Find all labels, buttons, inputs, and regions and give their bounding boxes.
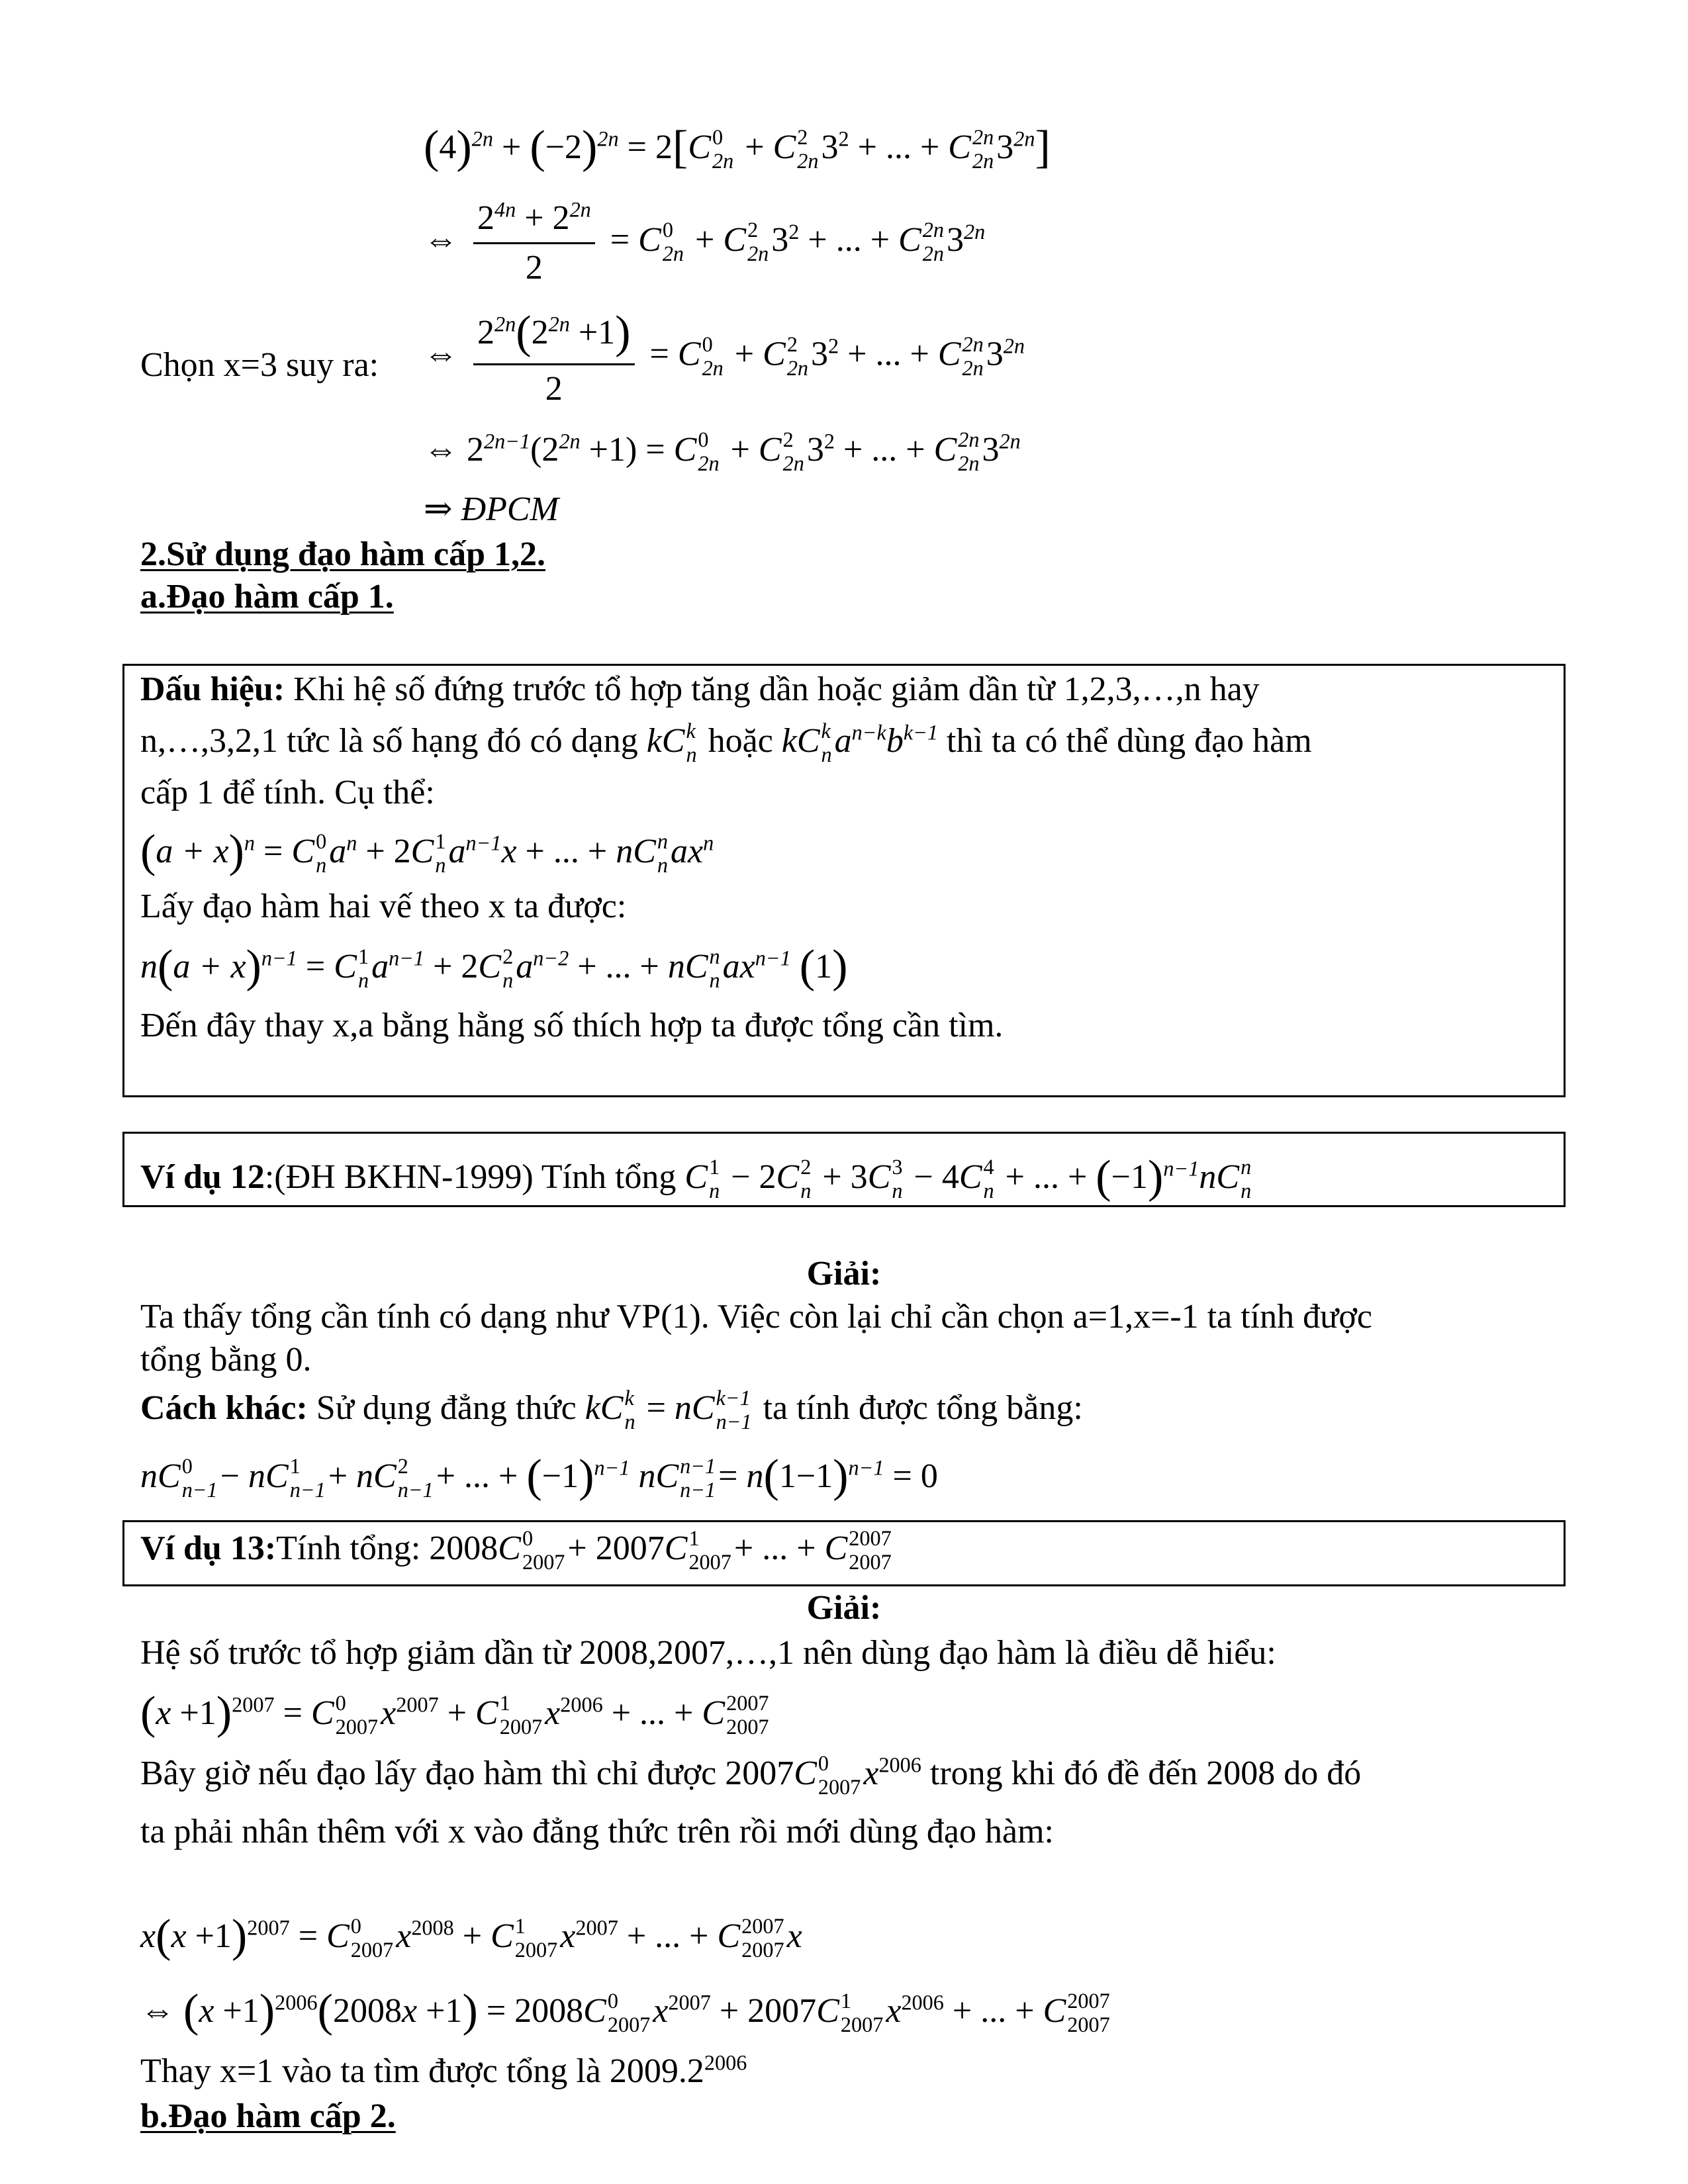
solution-13-line-3-a: Bây giờ nếu đạo lấy đạo hàm thì chỉ được: [140, 1754, 726, 1792]
sign-line-1: [140, 670, 1260, 709]
solution-13-formula-2: $x(x +1)^{2007} = C$ 0 2007 $x^{2008} + C$ 1 2007 $x^{2007}$ + ... + C 2007 2007 x: [140, 1910, 802, 1962]
solution-13-formula-3: ⇔ $(x +1)^{2006}(2008x +1) = 2008C$ 0 2007 $x^{2007} + 2007C$ 1 2007 $x^{2006}$ + ... + C 2007 2007: [140, 1985, 1110, 2037]
fraction: $\frac{2^{4n} + 2^{2n}}{2}$: [473, 199, 595, 288]
sign-line-7: Đến đây thay x,a bằng hằng số thích hợp ta được tổng cần tìm.: [140, 1007, 1004, 1044]
solution-13-formula-1: $(x +1)^{2007} = C$ 0 2007 $x^{2007} + C$ 1 2007 $x^{2006}$ + ... + C 2007 2007: [140, 1687, 769, 1739]
sign-line-1-text: Khi hệ số đứng trước tổ hợp tăng dần hoặc giảm dần từ 1,2,3,…,n hay: [285, 670, 1260, 708]
solution-13-line-3: [140, 1751, 1362, 1799]
section-heading-2: 2.Sử dụng đạo hàm cấp 1,2.: [140, 535, 546, 573]
sign-label: Dấu hiệu:: [140, 670, 285, 708]
example-12-line: [140, 1150, 1254, 1204]
proof-line-5: [424, 490, 559, 529]
subsection-heading-b: b.Đạo hàm cấp 2.: [140, 2097, 396, 2135]
proof-line-3: ⇔ $\frac{2^{2n}(2^{2n} +1)}{2}$ = C 0 2n + C 2 2n $3^2$ + ... + C 2n 2n $3^{2n}$: [424, 306, 1025, 408]
solution-12-title: Giải:: [806, 1255, 882, 1293]
example-13-line: [140, 1526, 894, 1574]
alt-text-a: Sử dụng đẳng thức: [307, 1389, 585, 1427]
sign-line-3: cấp 1 để tính. Cụ thể:: [140, 774, 435, 811]
solution-12-line-1: Ta thấy tổng cần tính có dạng như VP(1). Việc còn lại chỉ cần chọn a=1,x=-1 ta tính được: [140, 1298, 1372, 1336]
example-12-label: Ví dụ 12: [140, 1158, 265, 1196]
sign-line-2-b: hoặc: [708, 722, 782, 760]
alt-text-b: ta tính được tổng bằng:: [763, 1389, 1083, 1427]
solution-12-formula: nC 0 n−1 − nC 1 n−1 + nC 2 n−1 + ... + $(-1)^{n-1}$ nC n−1 n−1 = $n(1-1)^{n-1} = 0$: [140, 1450, 938, 1502]
implies-symbol: ⇒: [424, 490, 453, 528]
alt-label: Cách khác:: [140, 1389, 308, 1427]
sign-line-2-a: n,…,3,2,1 tức là số hạng đó có dạng: [140, 722, 647, 760]
example-13-text: Tính tổng:: [276, 1529, 430, 1567]
solution-13-final-exponent: 2006: [704, 2050, 747, 2075]
solution-12-alt: [140, 1388, 1083, 1433]
proof-line-1: $(4)^{2n} + (-2)^{2n} = 2[C$ 0 2n + C 2 2n $3^2$ + ... + C 2n 2n $3^{2n}$]: [424, 121, 1051, 173]
identity-formula: kC k n = nC k−1 n−1: [585, 1386, 752, 1434]
sign-line-2: [140, 721, 1312, 766]
solution-13-line-1: Hệ số trước tổ hợp giảm dần từ 2008,2007,…,1 nên dùng đạo hàm là điều dễ hiểu:: [140, 1634, 1276, 1672]
solution-12-line-2: tổng bằng 0.: [140, 1341, 312, 1379]
solution-13-title: Giải:: [806, 1589, 882, 1627]
sign-formula-1: $(a + x)^n = C$ 0 n $a^n + 2C$ 1 n $a^{n-1}x$ + ... + nC n n $ax^n$: [140, 825, 714, 878]
sign-line-2-c: thì ta có thể dùng đạo hàm: [947, 722, 1312, 760]
term-2007C: 2007C 0 2007 $x^{2006}$: [725, 1751, 921, 1799]
fraction: $\frac{2^{2n}(2^{2n} +1)}{2}$: [473, 306, 635, 409]
term-kCnk-ab: kC k n $a^{n-k}b^{k-1}$: [781, 719, 939, 767]
proof-line-3-prefix: Chọn x=3 suy ra:: [140, 346, 379, 384]
example-12-formula: C 1 n − 2C 2 n + 3C 3 n − 4C 4 n + ... + $(-1)^{n-1}nC$ n n: [684, 1151, 1252, 1203]
qed-text: ĐPCM: [461, 490, 559, 528]
example-12-text: :(ĐH BKHN-1999) Tính tổng: [264, 1158, 685, 1196]
sign-formula-2: $n(a + x)^{n-1} = C$ 1 n $a^{n-1} + 2C$ 2 n $a^{n-2}$ + ... + nC n n $ax^{n-1}$ (1): [140, 940, 848, 993]
solution-13-final-text: Thay x=1 vào ta tìm được tổng là 2009.2: [140, 2052, 704, 2090]
example-13-label: Ví dụ 13:: [140, 1529, 277, 1567]
proof-line-4: ⇔ $2^{2n-1}(2^{2n} +1) = C$ 0 2n + C 2 2n $3^2$ + ... + C 2n 2n $3^{2n}$: [424, 428, 1021, 476]
proof-line-2: ⇔ $\frac{2^{4n} + 2^{2n}}{2}$ = C 0 2n + C 2 2n $3^2$ + ... + C 2n 2n $3^{2n}$: [424, 197, 986, 287]
subsection-heading-a: a.Đạo hàm cấp 1.: [140, 578, 394, 615]
solution-13-final: [140, 2052, 747, 2091]
solution-13-line-4: ta phải nhân thêm với x vào đẳng thức trên rồi mới dùng đạo hàm:: [140, 1813, 1054, 1850]
sign-line-5: Lấy đạo hàm hai vế theo x ta được:: [140, 887, 627, 925]
solution-13-line-3-b: trong khi đó đề đến 2008 do đó: [929, 1754, 1362, 1792]
term-kCnk: kC k n: [646, 719, 697, 767]
example-13-formula: 2008C 0 2007 + 2007C 1 2007 + ... + C 2007 2007: [429, 1526, 892, 1574]
